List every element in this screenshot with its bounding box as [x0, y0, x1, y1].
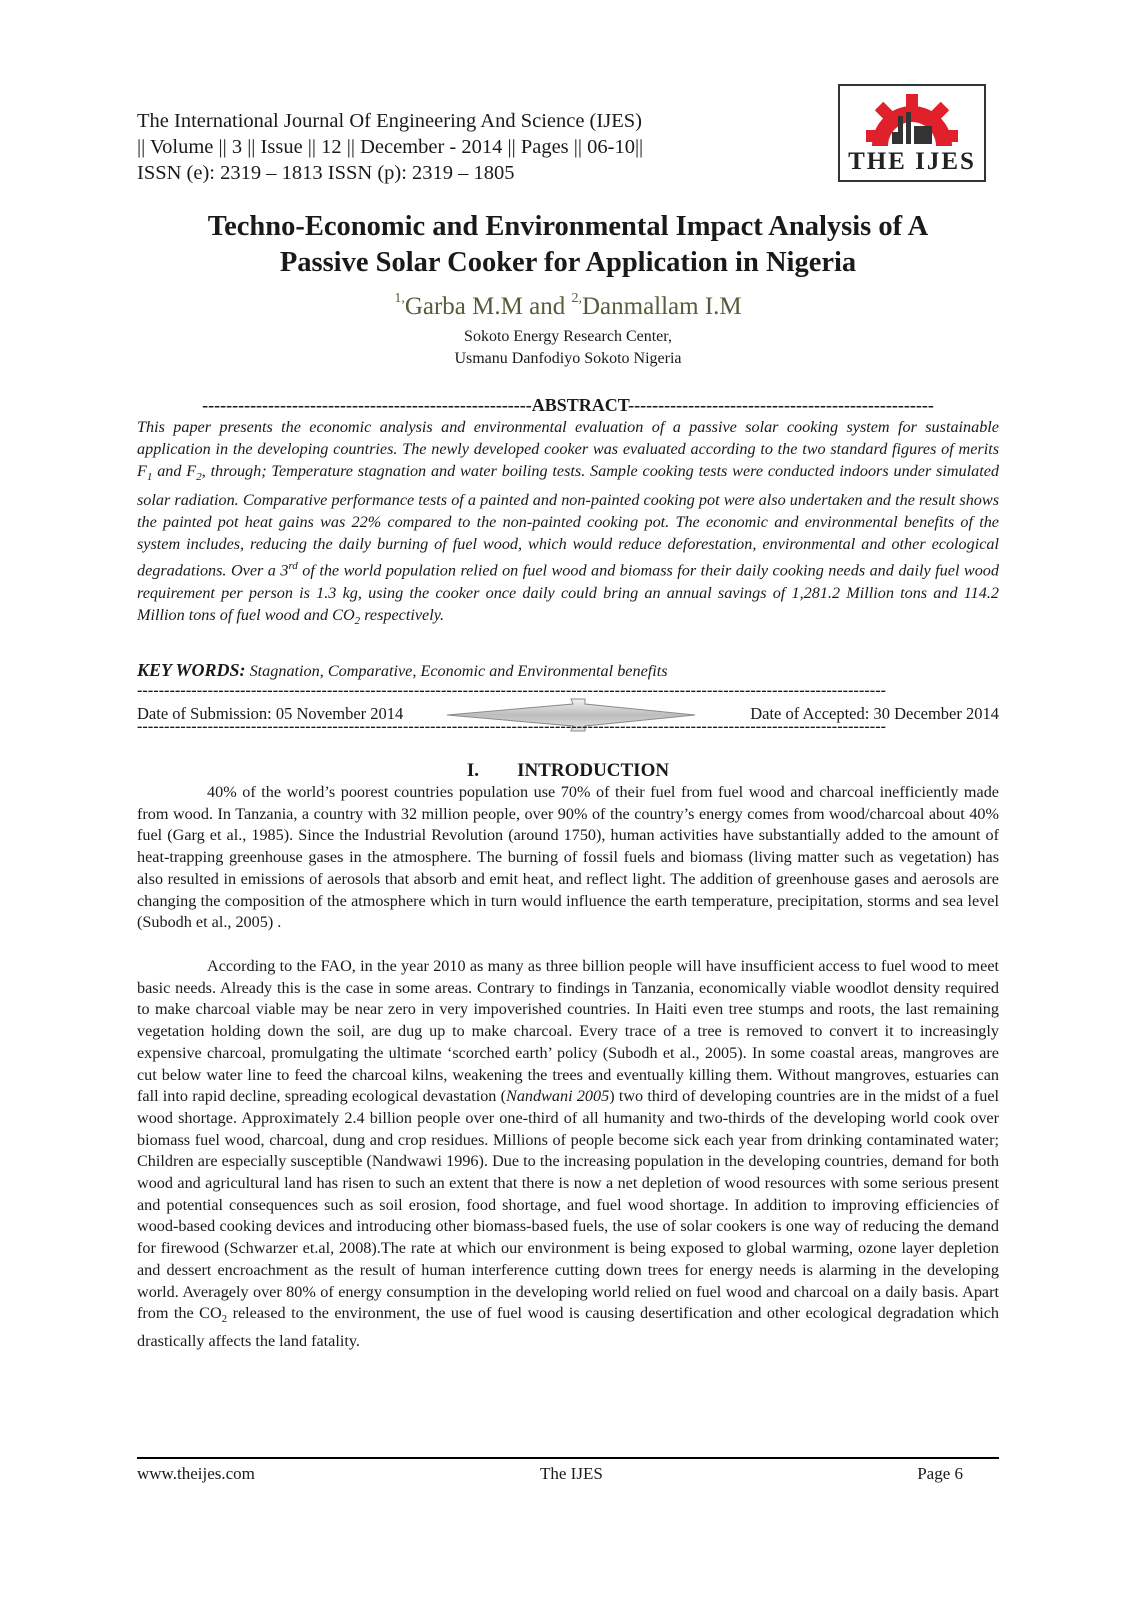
abstract-text: This paper presents the economic analysis and environmental evaluation of a passive solar cooking system for sustainable application in the developing countries. The newly developed cooker was evaluated according to the two standard figures of merits $F_1$ and $F_2$, through; Temperature stagnation and water boiling tests. Sample cooking tests were conducted indoors under simulated solar radiation. Comparative performance tests of a painted and non-painted cooking pot were also undertaken and the result shows the painted pot heat gains was 22% compared to the non-painted cooking pot. The economic and environmental benefits of the system includes, reducing the daily burning of fuel wood, which would reduce deforestation, environmental and other ecological degradations. Over a 3rd of the world population relied on fuel wood and biomass for their daily cooking needs and daily fuel wood requirement per person is 1.3 kg, using the cooker once daily could bring an annual savings of 1,281.2 Million tons and 114.2 Million tons of fuel wood and $CO_2$ respectively.: [137, 418, 1000, 628]
footer-website: www.theijes.com: [137, 1464, 255, 1483]
affiliation: [137, 326, 999, 370]
page-number: Page 6: [917, 1464, 963, 1483]
divider-top: ------------------------------------------------------------------------------------------------------------------------------------------: [137, 682, 887, 699]
journal-header: [137, 108, 643, 186]
journal-name: The International Journal Of Engineering And Science (IJES): [137, 110, 642, 132]
journal-issn: ISSN (e): 2319 – 1813 ISSN (p): 2319 – 1805: [137, 162, 515, 184]
footer-journal: The IJES: [540, 1464, 603, 1483]
ijes-logo: [838, 84, 986, 182]
section-title: INTRODUCTION: [517, 760, 670, 781]
author1-mark: 1,: [394, 291, 405, 306]
divider-bottom: ------------------------------------------------------------------------------------------------------------------------------------------: [137, 718, 887, 735]
affiliation-line-1: Sokoto Energy Research Center,: [464, 328, 672, 345]
section-number: I.: [466, 760, 480, 781]
author1-name: Garba M.M and: [404, 293, 572, 320]
accepted-date: Date of Accepted: 30 December 2014: [750, 704, 999, 723]
submission-date: Date of Submission: 05 November 2014: [137, 704, 404, 723]
title-line-1: Techno-Economic and Environmental Impact Analysis of A: [207, 211, 929, 242]
page-footer: [137, 1464, 963, 1488]
logo-text: THE IJES: [848, 148, 976, 175]
author2-name: Danmallam I.M: [581, 293, 742, 320]
title-line-2: Passive Solar Cooker for Application in Nigeria: [279, 247, 857, 278]
abstract-heading: -------------------------------------------------------ABSTRACT---------------------------------------------------: [202, 395, 934, 415]
keywords-text: Stagnation, Comparative, Economic and Environmental benefits: [245, 662, 668, 680]
author-list: [137, 293, 999, 321]
citation: Nandwani 2005: [506, 1087, 610, 1106]
keywords-label: KEY WORDS:: [137, 660, 246, 680]
footer-rule: [137, 1457, 999, 1459]
section-heading: [137, 760, 999, 782]
author2-mark: 2,: [571, 291, 582, 306]
paper-title: [137, 209, 999, 281]
intro-paragraph-2: According to the FAO, in the year 2010 as many as three billion people will have insufficient access to fuel wood to meet basic needs. Already this is the case in some areas. Contrary to findings in Tanzania, economically viable woodlot density required to make charcoal viable may be near zero in very impoverished countries. In Haiti even tree stumps and roots, the last remaining vegetation holding down the soil, are dug up to make charcoal. Every trace of a tree is removed to convert it to increasingly expensive charcoal, promulgating the ultimate ‘scorched earth’ policy (Subodh et al., 2005). In some coastal areas, mangroves are cut below water line to feed the charcoal kilns, weakening the trees and eventually killing them. Without mangroves, estuaries can fall into rapid decline, spreading ecological devastation (Nandwani 2005) two third of developing countries are in the midst of a fuel wood shortage. Approximately 2.4 billion people over one-third of all humanity and two-thirds of the developing world cook over biomass fuel wood, charcoal, dung and crop residues. Millions of people become sick each year from drinking contaminated water; Children are especially susceptible (Nandwawi 1996). Due to the increasing population in the developing countries, demand for both wood and agricultural land has risen to such an extent that there is now a net depletion of wood resources with some serious present and potential consequences such as soil erosion, food shortage, and fuel wood shortage. In addition to improving efficiencies of wood-based cooking devices and introducing other biomass-based fuels, the use of solar cookers is one way of reducing the demand for firewood (Schwarzer et.al, 2008).The rate at which our environment is being exposed to global warming, ozone layer depletion and dessert encroachment as the result of human interference cutting down trees for energy needs is alarming in the developing world. Averagely over 80% of energy consumption in the developing world relied on fuel wood and charcoal on a daily basis. Apart from the $CO_2$ released to the environment, the use of fuel wood is causing desertification and other ecological degradation which drastically affects the land fatality.: [137, 957, 1000, 1351]
affiliation-line-2: Usmanu Danfodiyo Sokoto Nigeria: [454, 350, 682, 367]
journal-issue: || Volume || 3 || Issue || 12 || December - 2014 || Pages || 06-10||: [137, 136, 644, 158]
intro-paragraph-1: 40% of the world’s poorest countries population use 70% of their fuel from fuel wood and charcoal inefficiently made from wood. In Tanzania, a country with 32 million people, over 90% of the country’s energy comes from wood/charcoal about 40% fuel (Garg et al., 1985). Since the Industrial Revolution (around 1750), human activities have substantially added to the amount of heat-trapping greenhouse gases in the atmosphere. The burning of fossil fuels and biomass (living matter such as vegetation) has also resulted in emissions of aerosols that absorb and emit heat, and reflect light. The addition of greenhouse gases and aerosols are changing the composition of the atmosphere which in turn would influence the earth temperature, precipitation, storms and sea level (Subodh et al., 2005) .: [137, 783, 999, 932]
keywords: [137, 660, 999, 681]
